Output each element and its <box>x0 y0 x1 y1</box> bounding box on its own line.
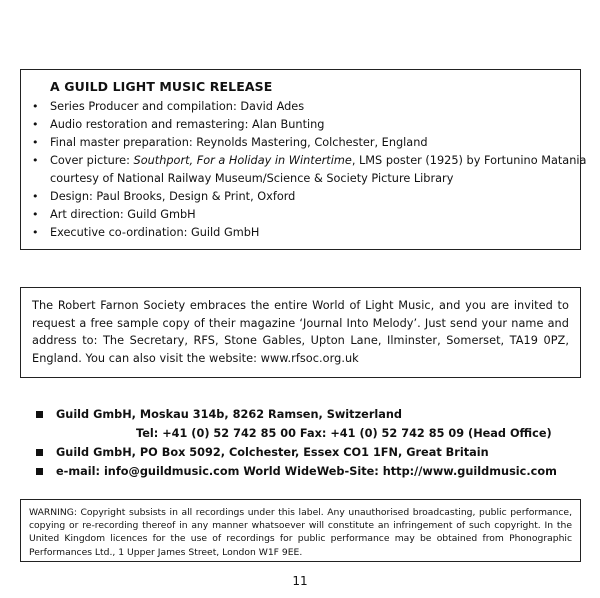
credits-box <box>20 69 587 250</box>
page-number: 11 <box>292 574 308 588</box>
credit-cover-courtesy: courtesy of National Railway Museum/Science & Society Picture Library <box>50 172 454 185</box>
warning-box <box>20 499 581 562</box>
cover-prefix: Cover picture: <box>50 154 134 167</box>
cover-suffix: , LMS poster (1925) by Fortunino Matania <box>351 154 587 167</box>
warning-text: WARNING: Copyright subsists in all recordings under this label. Any unauthorised broadcasting, public performance, copying or re-recording thereof in any manner whatsoever will constitute an infringement of such copyright. In the United Kingdom licences for the use of recordings for public performance may be obtained from Phonographic Performances Ltd., 1 Upper James Street, London W1F 9EE. <box>29 507 572 558</box>
contact-row-switzerland <box>36 405 576 424</box>
credit-mastering: • Final master preparation: Reynolds Mastering, Colchester, England <box>21 134 580 152</box>
credit-design: • Design: Paul Brooks, Design & Print, Oxford <box>21 188 580 206</box>
society-box <box>20 287 581 378</box>
square-bullet-icon <box>36 449 43 456</box>
contact-block <box>36 405 576 481</box>
credit-executive: • Executive co-ordination: Guild GmbH <box>21 224 580 242</box>
credit-cover-picture <box>21 152 587 170</box>
credit-producer: • Series Producer and compilation: David Ades <box>21 98 580 116</box>
square-bullet-icon <box>36 411 43 418</box>
contact-phone-fax: Tel: +41 (0) 52 742 85 00 Fax: +41 (0) 52 742 85 09 (Head Office) <box>136 427 552 440</box>
contact-address-switzerland: Guild GmbH, Moskau 314b, 8262 Ramsen, Switzerland <box>56 408 403 421</box>
square-bullet-icon <box>36 468 43 475</box>
credit-art-direction: • Art direction: Guild GmbH <box>21 206 580 224</box>
cover-title: Southport, For a Holiday in Wintertime <box>133 154 352 167</box>
contact-email-web: e-mail: info@guildmusic.com World WideWeb-Site: http://www.guildmusic.com <box>56 465 557 478</box>
credits-heading: A GUILD LIGHT MUSIC RELEASE <box>50 79 273 94</box>
society-text: The Robert Farnon Society embraces the entire World of Light Music, and you are invited to request a free sample copy of their magazine ‘Journal Into Melody’. Just send your name and address to: The Secretary, RFS, Stone Gables, Upton Lane, Ilminster, Somerset, TA19 0PZ, England. You can also visit the website: www.rfsoc.org.uk <box>32 299 569 365</box>
contact-row-email <box>36 462 576 481</box>
contact-row-phone <box>36 424 576 443</box>
credit-restoration: • Audio restoration and remastering: Alan Bunting <box>21 116 580 134</box>
contact-row-britain <box>36 443 576 462</box>
credits-list <box>21 98 587 242</box>
contact-address-britain: Guild GmbH, PO Box 5092, Colchester, Essex CO1 1FN, Great Britain <box>56 446 489 459</box>
